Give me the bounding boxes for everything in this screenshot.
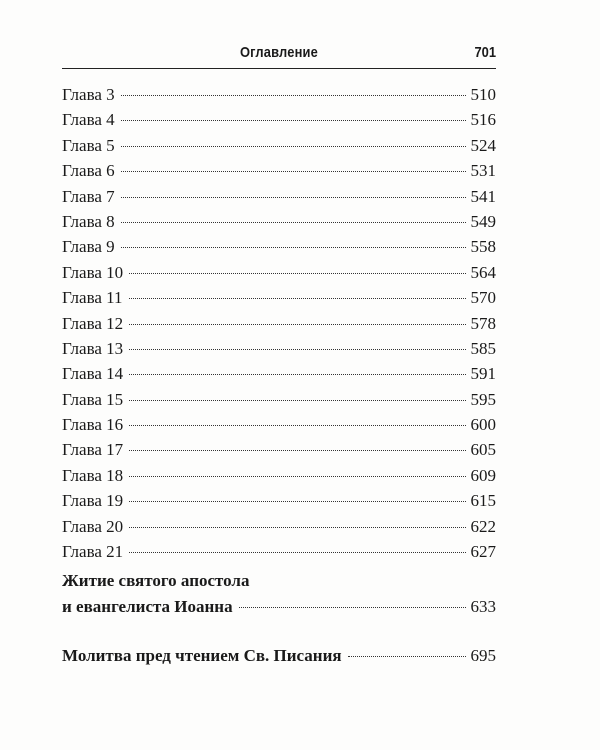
toc-entry-page: 609 [470, 465, 496, 485]
toc-entry-life-of-john [62, 568, 496, 620]
toc-entry-page: 541 [470, 186, 496, 206]
dot-leader [129, 400, 465, 401]
toc-entry [62, 82, 496, 107]
dot-leader [129, 349, 465, 350]
toc-entry-label: Глава 6 [62, 161, 115, 181]
dot-leader [348, 656, 466, 657]
table-of-contents [62, 82, 496, 564]
toc-entry-page: 510 [470, 85, 496, 104]
dot-leader [121, 197, 466, 198]
dot-leader [121, 247, 466, 248]
dot-leader [121, 171, 466, 172]
dot-leader [129, 552, 465, 553]
toc-entry-page: 564 [470, 262, 496, 282]
toc-entry [62, 412, 496, 437]
dot-leader [129, 425, 465, 426]
toc-entry-page: 605 [470, 440, 496, 460]
toc-entry-label: Глава 8 [62, 211, 115, 231]
dot-leader [129, 374, 465, 375]
running-head-title: Оглавление [239, 44, 319, 61]
toc-entry-page: 595 [470, 389, 496, 409]
dot-leader [129, 324, 465, 325]
dot-leader [129, 298, 466, 299]
toc-entry-label: Глава 9 [62, 237, 115, 257]
toc-entry-page: 600 [470, 415, 496, 435]
toc-entry [62, 336, 496, 361]
dot-leader [129, 476, 465, 477]
toc-entry-label: Глава 16 [62, 415, 124, 435]
toc-entry-page: 591 [470, 364, 496, 384]
dot-leader [121, 95, 466, 96]
toc-entry [62, 133, 496, 158]
toc-entry [62, 488, 496, 513]
dot-leader [129, 273, 465, 274]
toc-entry-page: 549 [470, 211, 496, 231]
toc-entry-page: 570 [470, 288, 496, 308]
toc-entry [62, 437, 496, 462]
toc-entry-label: Глава 3 [62, 85, 115, 104]
toc-entry-label: Глава 13 [62, 338, 124, 358]
toc-entry-life-line1: Житие святого апостола [62, 571, 250, 590]
toc-entry [62, 234, 496, 259]
toc-entry-label: Глава 15 [62, 389, 124, 409]
toc-entry [62, 285, 496, 310]
toc-entry-page: 585 [470, 338, 496, 358]
toc-entry [62, 514, 496, 539]
toc-entry-label: Глава 7 [62, 186, 115, 206]
toc-entry [62, 184, 496, 209]
toc-entry-label: Глава 21 [62, 542, 124, 562]
toc-entry-life-line2-row [62, 594, 496, 620]
toc-entry-label: Глава 5 [62, 135, 115, 155]
toc-entry-label: Глава 11 [62, 288, 123, 308]
page-number: 701 [474, 44, 496, 61]
toc-entry-label: Глава 10 [62, 262, 124, 282]
toc-entry [62, 463, 496, 488]
toc-entry-label: Глава 14 [62, 364, 124, 384]
toc-entry-prayer-label: Молитва пред чтением Св. Писания [62, 646, 342, 665]
toc-entry-label: Глава 20 [62, 516, 124, 536]
running-head [62, 44, 496, 69]
dot-leader [121, 146, 466, 147]
toc-entry-page: 531 [470, 161, 496, 181]
dot-leader [129, 501, 465, 502]
toc-entry-prayer-page: 695 [470, 646, 496, 665]
dot-leader [129, 527, 465, 528]
toc-entry-page: 578 [470, 313, 496, 333]
toc-entry [62, 158, 496, 183]
toc-entry-page: 615 [470, 491, 496, 511]
toc-entry [62, 387, 496, 412]
dot-leader [121, 222, 466, 223]
dot-leader [239, 607, 466, 608]
toc-entry [62, 311, 496, 336]
toc-entry-label: Глава 18 [62, 465, 124, 485]
toc-entry [62, 209, 496, 234]
toc-entry-page: 627 [470, 542, 496, 562]
toc-entry-prayer [62, 643, 496, 669]
toc-entry-label: Глава 17 [62, 440, 124, 460]
dot-leader [129, 450, 465, 451]
toc-entry-page: 558 [470, 237, 496, 257]
dot-leader [121, 120, 466, 121]
toc-entry [62, 539, 496, 564]
toc-entry-label: Глава 12 [62, 313, 124, 333]
toc-entry [62, 107, 496, 132]
toc-entry-label: Глава 19 [62, 491, 124, 511]
toc-entry-life-line2: и евангелиста Иоанна [62, 597, 233, 616]
toc-entry-prayer-row [62, 643, 496, 669]
toc-entry-label: Глава 4 [62, 110, 115, 130]
toc-entry-life-page: 633 [470, 597, 496, 616]
toc-entry-page: 516 [470, 110, 496, 130]
toc-entry-page: 622 [470, 516, 496, 536]
toc-entry-page: 524 [470, 135, 496, 155]
toc-entry [62, 361, 496, 386]
toc-entry [62, 260, 496, 285]
